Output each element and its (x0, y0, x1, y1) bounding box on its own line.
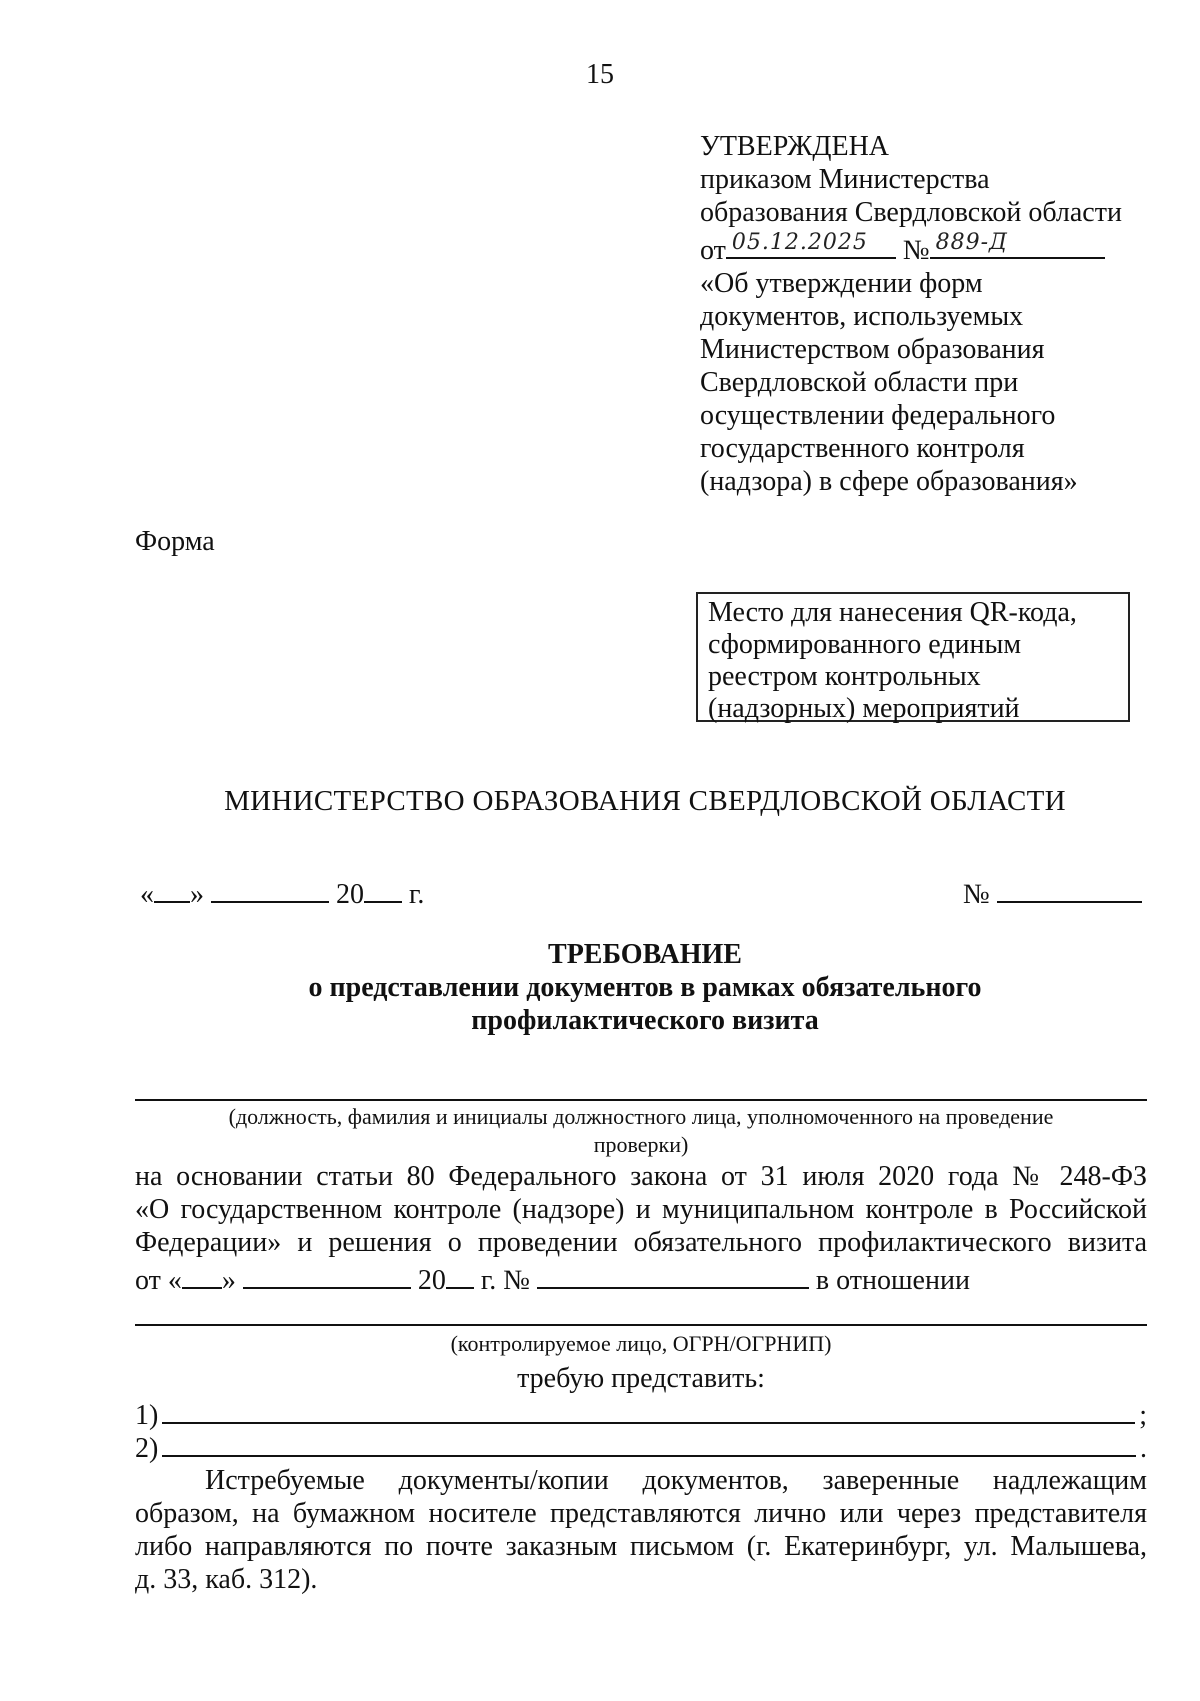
entity-rule (135, 1324, 1147, 1326)
decision-number-prefix: г. № (480, 1265, 530, 1296)
basis-line: «О государственном контроле (надзоре) и муниципальном контроле в Российской (135, 1194, 1147, 1225)
qr-box-line: Место для нанесения QR-кода, (708, 597, 1077, 628)
order-name-line: государственного контроля (700, 433, 1025, 464)
final-line: образом, на бумажном носителе представляются лично или через представителя (135, 1498, 1147, 1529)
day-blank (154, 873, 190, 903)
decision-year-blank (446, 1259, 474, 1289)
item-label: 2) (135, 1433, 159, 1464)
qr-box-line: реестром контрольных (708, 661, 981, 692)
basis-line: Федерации» и решения о проведении обязательного профилактического визита (135, 1227, 1147, 1258)
document-date-line (140, 873, 424, 911)
basis-line: на основании статьи 80 Федерального закона от 31 июля 2020 года № 248-ФЗ (135, 1161, 1147, 1192)
final-line: Истребуемые документы/копии документов, заверенные надлежащим (205, 1465, 1147, 1496)
final-line: д. 33, каб. 312). (135, 1564, 318, 1595)
title-sub: о представлении документов в рамках обязательного (308, 972, 982, 1003)
decision-end: в отношении (815, 1265, 970, 1296)
official-rule (135, 1099, 1147, 1101)
title-sub: профилактического визита (471, 1005, 819, 1036)
item-label: 1) (135, 1400, 159, 1431)
decision-day-blank (182, 1259, 222, 1289)
approval-date-number (700, 229, 1140, 267)
caption-line: (должность, фамилия и инициалы должностного лица, уполномоченного на проведение (228, 1104, 1054, 1129)
caption-official (135, 1103, 1147, 1159)
approval-block (700, 130, 1140, 498)
require-text: требую представить: (517, 1363, 765, 1394)
year-blank (364, 873, 402, 903)
qr-code-placeholder (696, 592, 1130, 722)
decision-from: от « (135, 1265, 182, 1296)
basis-line-decision (135, 1259, 1147, 1297)
quote-open: « (140, 879, 154, 910)
form-label: Форма (135, 526, 215, 557)
order-name-line: (надзора) в сфере образования» (700, 466, 1078, 497)
basis-paragraph (135, 1160, 1147, 1297)
document-number-blank (997, 873, 1142, 903)
number-sign: № (963, 879, 990, 910)
quote-close: » (190, 879, 204, 910)
list-item (135, 1398, 1147, 1432)
caption-entity: (контролируемое лицо, ОГРН/ОГРНИП) (450, 1331, 832, 1356)
item-blank (162, 1431, 1136, 1457)
order-name-line: Свердловской области при (700, 367, 1019, 398)
title-main: ТРЕБОВАНИЕ (548, 939, 742, 970)
document-title (0, 938, 1200, 1037)
month-blank (211, 873, 329, 903)
handwritten-number: 889-Д (935, 230, 1008, 255)
handwritten-date: 05.12.2025 (731, 230, 868, 255)
item-blank (162, 1398, 1135, 1424)
item-end: . (1140, 1433, 1147, 1464)
qr-box-line: сформированного единым (708, 629, 1022, 660)
order-name-line: осуществлении федерального (700, 400, 1056, 431)
decision-year: 20 (417, 1265, 446, 1296)
qr-box-line: (надзорных) мероприятий (708, 693, 1020, 724)
document-number-line (963, 873, 1142, 911)
ministry-heading: МИНИСТЕРСТВО ОБРАЗОВАНИЯ СВЕРДЛОВСКОЙ ОБЛАСТИ (224, 785, 1066, 817)
decision-number-blank (537, 1259, 809, 1289)
order-name-line: документов, используемых (700, 301, 1024, 332)
number-underline (930, 229, 1105, 259)
item-end: ; (1139, 1400, 1147, 1431)
decision-quote-close: » (221, 1265, 236, 1296)
approval-line: приказом Министерства (700, 164, 990, 195)
order-name-line: «Об утверждении форм (700, 268, 983, 299)
decision-month-blank (243, 1259, 411, 1289)
number-prefix: № (902, 235, 930, 266)
final-paragraph (135, 1464, 1147, 1596)
date-prefix: от (700, 235, 726, 266)
caption-line: проверки) (593, 1132, 689, 1157)
approval-title: УТВЕРЖДЕНА (700, 131, 890, 162)
year-prefix: 20 (336, 879, 364, 910)
approval-line: образования Свердловской области (700, 197, 1122, 228)
list-item (135, 1431, 1147, 1465)
date-underline (726, 229, 896, 259)
year-suffix: г. (409, 879, 425, 910)
final-line: либо направляются по почте заказным письмом (г. Екатеринбург, ул. Малышева, (135, 1531, 1147, 1562)
order-name-line: Министерством образования (700, 334, 1045, 365)
page-number: 15 (586, 59, 614, 90)
